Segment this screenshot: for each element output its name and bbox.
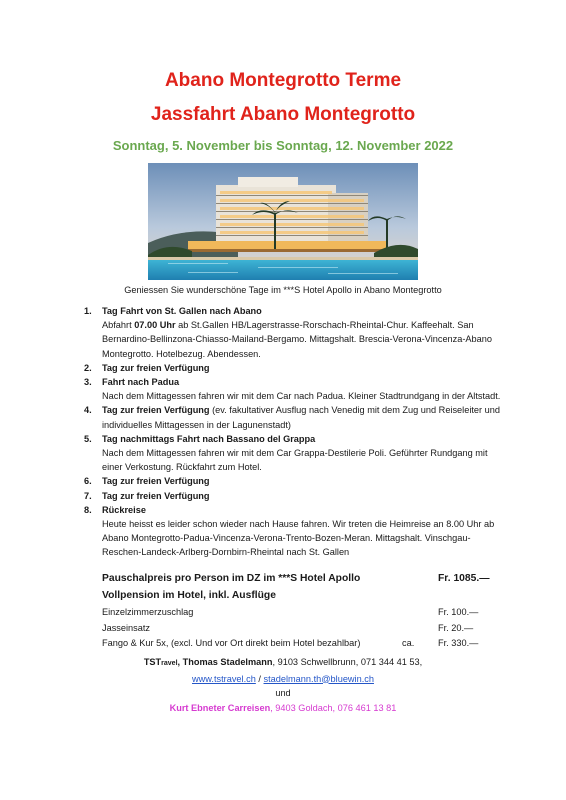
day-number: 3. bbox=[84, 377, 92, 388]
day-number: 6. bbox=[84, 476, 92, 487]
desc-text: Abfahrt bbox=[102, 320, 135, 331]
day-heading: Tag zur freien Verfügung bbox=[102, 405, 210, 416]
day-number: 1. bbox=[84, 306, 92, 316]
travel-dates: Sonntag, 5. November bis Sonntag, 12. November 2022 bbox=[112, 138, 454, 153]
day-heading: Tag zur freien Verfügung bbox=[102, 362, 210, 373]
price-amount: Fr. 20.— bbox=[438, 622, 474, 633]
day-number: 8. bbox=[84, 504, 92, 515]
day-heading: Tag zur freien Verfügung bbox=[102, 490, 210, 501]
itinerary-day-8 bbox=[84, 503, 504, 560]
day-description: Heute heisst es leider schon wieder nach Hause fahren. Wir treten die Heimreise an 8.00 Uhr ab Abano Montegrotto-Padua-Vincenza-Verona-Trento-Bozen-Meran. Mittagshalt. Vinschgau-Reschen-Landeck-Arlberg-Dornbirn-Rheintal nach St. Gallen bbox=[102, 519, 495, 558]
itinerary-day-6 bbox=[84, 474, 504, 488]
day-note: (ev. fakultativer Ausflug nach Venedig mit dem Zug und Reiseleiter und individuelles Mittagessen in der Lagunenstadt) bbox=[102, 405, 500, 430]
itinerary-day-4 bbox=[84, 403, 504, 431]
links-line bbox=[0, 672, 566, 687]
hotel-photo bbox=[148, 163, 418, 280]
partner-name: Kurt Ebneter Carreisen bbox=[169, 702, 271, 713]
departure-time: 07.00 Uhr bbox=[134, 320, 176, 331]
itinerary-list bbox=[84, 304, 504, 560]
price-amount: Fr. 1085.— bbox=[438, 573, 490, 584]
and-text: und bbox=[275, 688, 291, 698]
itinerary-day-5 bbox=[84, 432, 504, 475]
website-link[interactable]: www.tstravel.ch bbox=[192, 673, 256, 684]
brand-name-suffix: ravel bbox=[161, 660, 178, 667]
page-title: Abano Montegrotto Terme bbox=[164, 70, 402, 91]
day-heading: Fahrt nach Padua bbox=[102, 377, 180, 388]
itinerary-day-3 bbox=[84, 375, 504, 403]
day-description bbox=[102, 318, 504, 361]
day-number: 5. bbox=[84, 433, 92, 444]
price-amount: Fr. 330.— bbox=[438, 638, 479, 649]
day-description: Nach dem Mittagessen fahren wir mit dem Car Grappa-Destilerie Poli. Geführter Rundgang mit einer Verkostung. Rückfahrt zum Hotel. bbox=[102, 448, 488, 473]
photo-caption: Geniessen Sie wunderschöne Tage im ***S Hotel Apollo in Abano Montegrotto bbox=[124, 285, 442, 295]
itinerary-day-7 bbox=[84, 489, 504, 503]
desc-text: ab St.Gallen HB/Lagerstrasse-Rorschach-Rheintal-Chur. Kaffeehalt. San Bernardino-Bellinzona-Chiasso-Mailand-Bergamo. Mittagshalt. Brescia-Verona-Vincenza-Abano Montegrotto. Hotelbezug. Abendessen. bbox=[102, 320, 492, 359]
link-separator: / bbox=[255, 673, 264, 684]
price-table bbox=[102, 573, 492, 654]
day-heading: Rückreise bbox=[102, 504, 146, 515]
organizer-address: , 9103 Schwellbrunn, 071 344 41 53, bbox=[272, 657, 423, 667]
email-link[interactable]: stadelmann.th@bluewin.ch bbox=[263, 673, 374, 684]
price-row bbox=[102, 623, 492, 639]
itinerary-day-1 bbox=[84, 304, 504, 361]
day-number: 4. bbox=[84, 405, 92, 416]
organizer-name: , Thomas Stadelmann bbox=[177, 657, 273, 667]
organizer-line bbox=[0, 655, 566, 672]
price-label: Jasseinsatz bbox=[102, 622, 151, 633]
day-number: 2. bbox=[84, 362, 92, 373]
day-heading: Tag Fahrt von St. Gallen nach Abano bbox=[102, 306, 262, 316]
brand-name: TST bbox=[143, 657, 162, 667]
price-row-main bbox=[102, 573, 492, 590]
price-label: Pauschalpreis pro Person im DZ im ***S Hotel Apollo bbox=[102, 573, 361, 584]
price-row-included bbox=[102, 590, 492, 607]
price-row bbox=[102, 607, 492, 623]
day-heading: Tag zur freien Verfügung bbox=[102, 476, 210, 487]
page-subtitle: Jassfahrt Abano Montegrotto bbox=[150, 104, 416, 125]
price-row bbox=[102, 638, 492, 654]
price-amount: Fr. 100.— bbox=[438, 607, 479, 617]
price-label: Einzelzimmerzuschlag bbox=[102, 607, 194, 617]
day-number: 7. bbox=[84, 490, 92, 501]
price-label: Fango & Kur 5x, (excl. Und vor Ort direkt beim Hotel bezahlbar) bbox=[102, 638, 361, 649]
price-approx: ca. bbox=[402, 638, 415, 649]
partner-line bbox=[0, 701, 566, 716]
contact-block bbox=[0, 655, 566, 715]
partner-details: , 9403 Goldach, 076 461 13 81 bbox=[270, 702, 397, 713]
itinerary-day-2 bbox=[84, 361, 504, 375]
price-included-note: Vollpension im Hotel, inkl. Ausflüge bbox=[102, 590, 276, 601]
day-heading: Tag nachmittags Fahrt nach Bassano del Grappa bbox=[102, 433, 316, 444]
day-description: Nach dem Mittagessen fahren wir mit dem Car nach Padua. Kleiner Stadtrundgang in der Altstadt. bbox=[102, 391, 501, 402]
